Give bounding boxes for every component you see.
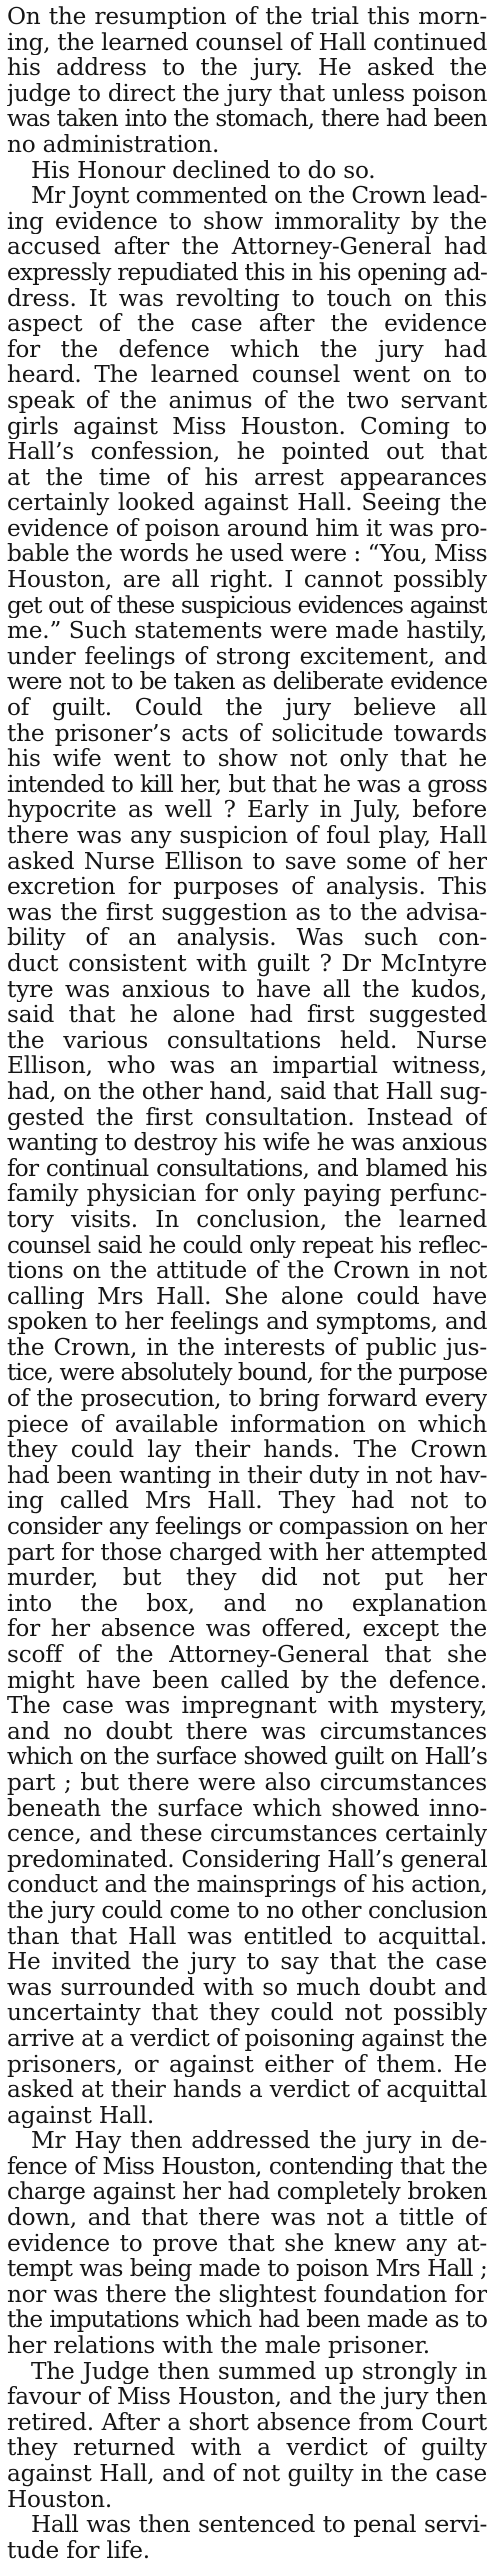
article-line: the Crown, in the interests of public jus- [7, 1334, 487, 1361]
article-line: said that he alone had first suggested [7, 1002, 487, 1028]
article-line: than that Hall was entitled to acquittal. [7, 1923, 487, 1950]
article-line: hypocrite as well ? Early in July, before [7, 797, 487, 823]
article-line: no administration. [7, 131, 220, 158]
article-line: duct consistent with guilt ? Dr McIntyre [7, 950, 487, 977]
article-line: The case was impregnant with mystery, [7, 1693, 487, 1719]
article-line: calling Mrs Hall. She alone could have [7, 1283, 487, 1310]
article-line: ing called Mrs Hall. They had not to [7, 1488, 487, 1515]
article-line: of the prosecution, to bring forward every [7, 1386, 487, 1412]
article-line: favour of Miss Houston, and the jury then [7, 2384, 487, 2410]
article-line: uncertainty that they could not possibly [7, 2000, 487, 2026]
article-line: Houston. [7, 2486, 112, 2513]
article-line: his address to the jury. He asked the [7, 55, 487, 81]
article-line: evidence to prove that she knew any at- [7, 2230, 487, 2257]
article-line: Mr Hay then addressed the jury in de- [31, 2128, 487, 2154]
article-line: they returned with a verdict of guilty [7, 2435, 487, 2461]
article-line: the imputations which had been made as to [7, 2307, 487, 2334]
article-line: was taken into the stomach, there had been [7, 106, 487, 132]
article-line: murder, but they did not put her [7, 1565, 487, 1591]
article-line: Mr Joynt commented on the Crown lead- [31, 183, 487, 209]
article-line: certainly looked against Hall. Seeing the [7, 490, 487, 516]
article-line: ing evidence to show immorality by the [7, 208, 487, 235]
article-line: the various consultations held. Nurse [7, 1027, 487, 1054]
article-line: had been wanting in their duty in not hav- [7, 1462, 487, 1489]
article-line: tude for life. [7, 2537, 150, 2563]
article-line: was surrounded with so much doubt and [7, 1974, 487, 2001]
article-line: which on the surface showed guilt on Hall’s [7, 1744, 487, 1770]
article-line: piece of available information on which [7, 1411, 487, 1438]
article-line: spoken to her feelings and symptoms, and [7, 1309, 487, 1335]
article-line: The Judge then summed up strongly in [31, 2358, 487, 2385]
article-line: tice, were absolutely bound, for the purpose [7, 1360, 487, 1387]
article-line: the prisoner’s acts of solicitude towards [7, 720, 487, 747]
article-line: the jury could come to no other conclusion [7, 1897, 487, 1924]
article-line: Hall was then sentenced to penal servi- [31, 2512, 487, 2538]
article-line: they could lay their hands. The Crown [7, 1437, 487, 1463]
article-line: me.” Such statements were made hastily, [7, 618, 487, 644]
article-line: for her absence was offered, except the [7, 1616, 487, 1642]
article-line: and no doubt there was circumstances [7, 1718, 487, 1745]
article-line: asked Nurse Ellison to save some of her [7, 848, 487, 875]
article-line: excretion for purposes of analysis. This [7, 874, 487, 900]
article-line: was the first suggestion as to the advisa- [7, 899, 487, 926]
article-line: counsel said he could only repeat his reflec- [7, 1232, 487, 1259]
article-line: scoff of the Attorney-General that she [7, 1642, 487, 1668]
article-line: gested the first consultation. Instead of [7, 1104, 487, 1131]
article-line: Hall’s confession, he pointed out that [7, 439, 487, 465]
article-line: for continual consultations, and blamed his [7, 1155, 487, 1182]
article-line: asked at their hands a verdict of acquittal [7, 2077, 487, 2103]
article-line: part for those charged with her attempted [7, 1539, 487, 1566]
article-line: arrive at a verdict of poisoning against the [7, 2025, 487, 2052]
article-line: into the box, and no explanation [7, 1590, 487, 1617]
article-line: might have been called by the defence. [7, 1667, 487, 1694]
article-line: family physician for only paying perfunc- [7, 1181, 487, 1207]
article-line: Ellison, who was an impartial witness, [7, 1053, 487, 1079]
article-line: On the resumption of the trial this morn- [7, 4, 487, 30]
article-line: Houston, are all right. I cannot possibly [7, 567, 487, 593]
article-line: at the time of his arrest appearances [7, 464, 487, 491]
article-line: consider any feelings or compassion on her [7, 1514, 487, 1540]
article-line: part ; but there were also circumstances [7, 1769, 487, 1796]
article-line: He invited the jury to say that the case [7, 1949, 487, 1975]
article-line: there was any suspicion of foul play, Hall [7, 823, 487, 849]
article-line: charge against her had completely broken [7, 2179, 487, 2206]
article-line: expressly repudiated this in his opening ad- [7, 259, 487, 286]
article-line: get out of these suspicious evidences against [7, 592, 487, 619]
article-line: aspect of the case after the evidence [7, 311, 487, 337]
article-line: speak of the animus of the two servant [7, 387, 487, 414]
article-line: heard. The learned counsel went on to [7, 362, 487, 388]
article-line: against Hall. [7, 2102, 155, 2129]
article-line: predominated. Considering Hall’s general [7, 1846, 487, 1873]
article-line: nor was there the slightest foundation for [7, 2281, 487, 2308]
article-line: cence, and these circumstances certainly [7, 1821, 487, 1847]
article-line: tyre was anxious to have all the kudos, [7, 976, 487, 1003]
article-line: retired. After a short absence from Court [7, 2409, 487, 2436]
article-line: her relations with the male prisoner. [7, 2333, 430, 2359]
article-line: his wife went to show not only that he [7, 746, 487, 772]
article-line: against Hall, and of not guilty in the case [7, 2461, 487, 2487]
article-line: prisoners, or against either of them. He [7, 2051, 487, 2078]
article-line: conduct and the mainsprings of his action, [7, 1872, 487, 1898]
article-line: for the defence which the jury had [7, 336, 487, 363]
article-line: tempt was being made to poison Mrs Hall ; [7, 2256, 487, 2282]
article-line: intended to kill her, but that he was a gross [7, 771, 487, 798]
article-line: tions on the attitude of the Crown in not [7, 1258, 487, 1284]
article-line: judge to direct the jury that unless poison [7, 80, 487, 107]
article-line: tory visits. In conclusion, the learned [7, 1206, 487, 1233]
article-line: under feelings of strong excitement, and [7, 643, 487, 670]
article-line: dress. It was revolting to touch on this [7, 285, 487, 312]
article-line: evidence of poison around him it was pro- [7, 515, 487, 542]
article-line: bility of an analysis. Was such con- [7, 925, 487, 951]
article-line: wanting to destroy his wife he was anxious [7, 1130, 487, 1156]
article-line: were not to be taken as deliberate evidence [7, 669, 487, 696]
article-line: fence of Miss Houston, contending that the [7, 2153, 487, 2180]
article-line: beneath the surface which showed inno- [7, 1795, 487, 1822]
article-column [7, 4, 487, 2563]
article-line: accused after the Attorney-General had [7, 234, 487, 260]
article-line: had, on the other hand, said that Hall sug- [7, 1078, 487, 1105]
article-line: His Honour declined to do so. [31, 157, 376, 184]
article-line: down, and that there was not a tittle of [7, 2205, 487, 2231]
article-line: of guilt. Could the jury believe all [7, 695, 487, 721]
article-line: girls against Miss Houston. Coming to [7, 413, 487, 440]
article-line: bable the words he used were : “You, Miss [7, 541, 487, 568]
article-line: ing, the learned counsel of Hall continued [7, 29, 487, 56]
